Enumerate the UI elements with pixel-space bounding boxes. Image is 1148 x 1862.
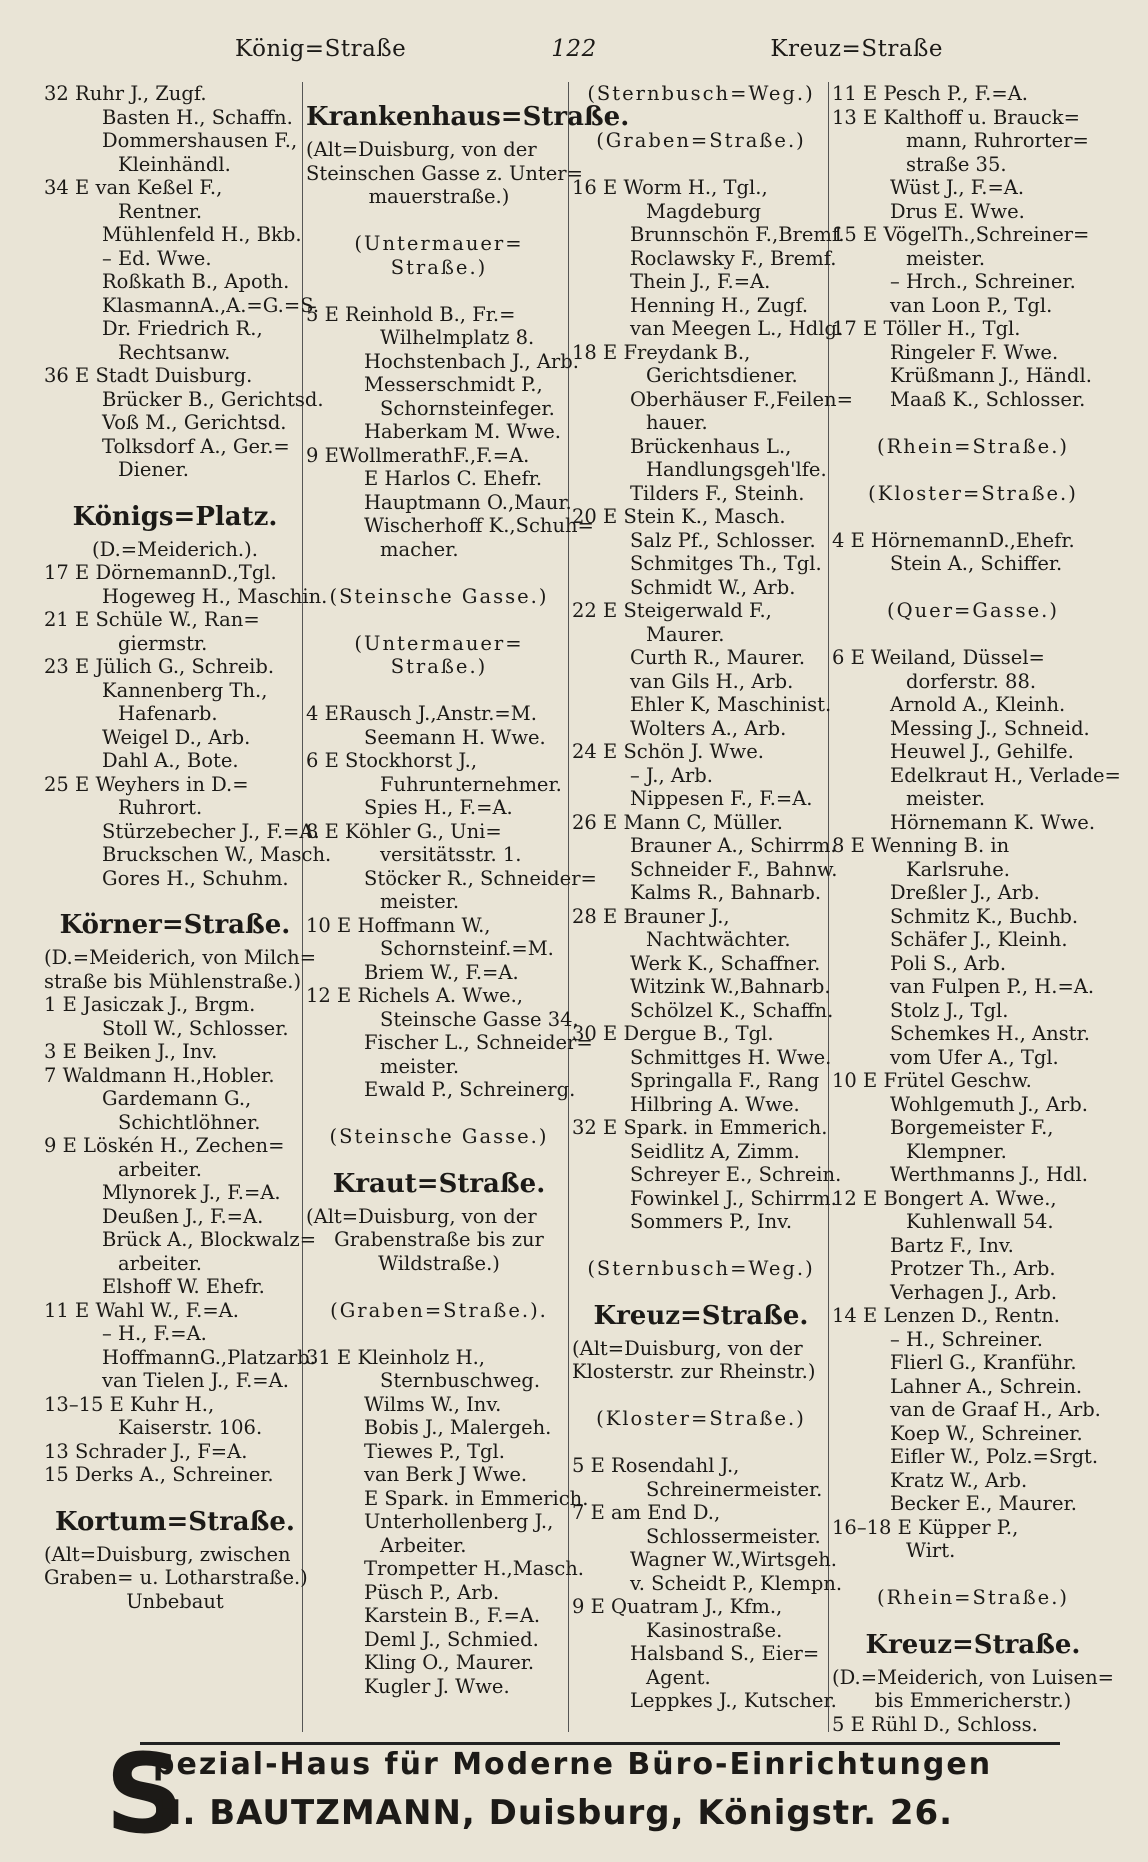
directory-line: (Kloster=Straße.) <box>868 481 1078 505</box>
directory-line: Henning H., Zugf. <box>630 293 809 317</box>
directory-line: Krüßmann J., Händl. <box>890 364 1092 387</box>
directory-line: 11 E Pesch P., F.=A. <box>832 82 1028 105</box>
directory-line: – Ed. Wwe. <box>102 246 212 270</box>
directory-line: Brücker B., Gerichtsd. <box>102 387 324 411</box>
directory-line: 26 E Mann C, Müller. <box>572 810 783 834</box>
directory-line: 8 E Wenning B. in <box>832 834 1010 857</box>
directory-line: Graben= u. Lotharstraße.) <box>44 1566 308 1589</box>
directory-line: Tiewes P., Tgl. <box>364 1439 505 1463</box>
directory-line: 16 E Worm H., Tgl., <box>572 176 768 199</box>
directory-line: Werthmanns J., Hdl. <box>890 1163 1088 1186</box>
directory-line: Becker E., Maurer. <box>890 1492 1077 1515</box>
directory-line: (Untermauer= <box>354 631 524 655</box>
directory-line: Wirt. <box>906 1539 956 1562</box>
running-head-right: Kreuz=Straße <box>770 36 943 62</box>
directory-line: Roßkath B., Apoth. <box>102 270 290 293</box>
directory-line: (Untermauer= <box>354 232 524 255</box>
directory-line: Wüst J., F.=A. <box>890 176 1025 199</box>
directory-line: Trompetter H.,Masch. <box>364 1557 584 1580</box>
directory-line: (Alt=Duisburg, von der <box>306 138 537 161</box>
directory-line: 9 E Quatram J., Kfm., <box>572 1595 783 1618</box>
directory-line: Brunnschön F.,Bremf. <box>630 223 845 246</box>
directory-line: mauerstraße.) <box>368 185 510 208</box>
directory-line: Tilders F., Steinh. <box>630 481 805 505</box>
directory-line: straße bis Mühlenstraße.) <box>44 969 302 993</box>
street-heading: Kraut=Straße. <box>332 1168 546 1199</box>
directory-line: Wohlgemuth J., Arb. <box>890 1092 1088 1116</box>
directory-line: Schölzel K., Schaffn. <box>630 998 834 1022</box>
directory-line: Dahl A., Bote. <box>102 749 239 772</box>
directory-line: Elshoff W. Ehefr. <box>102 1275 265 1298</box>
directory-line: Messing J., Schneid. <box>890 716 1090 740</box>
advert-initial: S <box>105 1730 185 1858</box>
directory-line: Unbebaut <box>126 1589 224 1613</box>
directory-column-3 <box>572 82 853 1732</box>
directory-line: Fischer L., Schneider= <box>364 1031 593 1054</box>
directory-line: Magdeburg <box>646 199 761 223</box>
directory-line: 36 E Stadt Duisburg. <box>44 364 253 387</box>
street-heading: Körner=Straße. <box>59 910 291 940</box>
directory-line: versitätsstr. 1. <box>380 843 522 866</box>
directory-line: Schäfer J., Kleinh. <box>890 928 1068 951</box>
directory-line: Kasinostraße. <box>646 1618 783 1642</box>
directory-line: Gardemann G., <box>102 1087 252 1110</box>
directory-line: 9 EWollmerathF.,F.=A. <box>306 443 530 467</box>
directory-line: – J., Arb. <box>630 763 713 787</box>
directory-line: Wildstraße.) <box>378 1251 500 1275</box>
spacer <box>306 561 572 585</box>
directory-line: Hauptmann O.,Maur. <box>364 490 572 514</box>
directory-line: Flierl G., Kranführ. <box>890 1351 1077 1374</box>
directory-line: 14 E Lenzen D., Rentn. <box>832 1304 1060 1327</box>
directory-line: Hafenarb. <box>118 702 218 725</box>
directory-line: Kugler J. Wwe. <box>364 1674 510 1698</box>
directory-line: 13 E Kalthoff u. Brauck= <box>832 105 1080 129</box>
directory-line: (Kloster=Straße.) <box>596 1407 806 1430</box>
directory-line: 31 E Kleinholz H., <box>306 1345 485 1369</box>
directory-line: Deußen J., F.=A. <box>102 1204 264 1228</box>
directory-line: Kaiserstr. 106. <box>118 1416 263 1439</box>
directory-line: 25 E Weyhers in D.= <box>44 772 249 796</box>
directory-line: – H., Schreiner. <box>890 1327 1043 1351</box>
directory-line: Schlossermeister. <box>646 1524 821 1548</box>
directory-line: 32 E Spark. in Emmerich. <box>572 1116 828 1139</box>
spacer <box>306 1322 572 1346</box>
directory-line: Tolksdorf A., Ger.= <box>102 434 290 458</box>
directory-line: Hörnemann K. Wwe. <box>890 810 1096 834</box>
directory-line: 28 E Brauner J., <box>572 904 730 928</box>
directory-line: 5 E Reinhold B., Fr.= <box>306 302 516 326</box>
directory-line: Maaß K., Schlosser. <box>890 387 1086 411</box>
directory-line: 6 E Stockhorst J., <box>306 749 478 772</box>
directory-line: Bruckschen W., Masch. <box>102 843 332 866</box>
directory-line: Arnold A., Kleinh. <box>890 693 1066 716</box>
directory-line: Edelkraut H., Verlade= <box>890 763 1121 787</box>
directory-line: 18 E Freydank B., <box>572 340 751 364</box>
directory-line: (Alt=Duisburg, zwischen <box>44 1542 291 1566</box>
directory-line: Steinschen Gasse z. Unter= <box>306 161 583 185</box>
spacer <box>832 1563 1114 1587</box>
directory-line: Hochstenbach J., Arb. <box>364 349 579 373</box>
spacer <box>832 576 1114 600</box>
spacer <box>306 209 572 233</box>
directory-line: Stürzebecher J., F.=A. <box>102 819 320 843</box>
directory-line: Thein J., F.=A. <box>630 270 771 293</box>
directory-line: Stoll W., Schlosser. <box>102 1016 289 1040</box>
directory-line: Rentner. <box>118 199 203 223</box>
directory-line: 15 Derks A., Schreiner. <box>44 1463 274 1486</box>
directory-line: van Meegen L., Hdlg. <box>630 317 844 340</box>
directory-line: E Harlos C. Ehefr. <box>364 467 543 490</box>
directory-line: Schneider F., Bahnw. <box>630 857 838 881</box>
directory-line: (Alt=Duisburg, von der <box>306 1204 537 1228</box>
directory-line: hauer. <box>646 411 708 434</box>
street-heading: Kreuz=Straße. <box>865 1629 1081 1660</box>
directory-line: 7 E am End D., <box>572 1501 721 1524</box>
directory-line: Kannenberg Th., <box>102 678 268 702</box>
spacer <box>832 623 1114 647</box>
street-heading: Kreuz=Straße. <box>593 1300 809 1331</box>
directory-line: Koep W., Schreiner. <box>890 1421 1083 1445</box>
directory-line: Dommershausen F., <box>102 129 298 152</box>
directory-line: Bobis J., Malergeh. <box>364 1416 552 1439</box>
directory-column-4 <box>832 82 1121 1736</box>
directory-line: Nippesen F., F.=A. <box>630 787 813 810</box>
directory-line: (Quer=Gasse.) <box>887 599 1059 622</box>
directory-line: Poli S., Arb. <box>890 951 1007 975</box>
directory-line: 17 E DörnemannD.,Tgl. <box>44 561 277 584</box>
directory-line: Seidlitz A, Zimm. <box>630 1139 800 1163</box>
directory-line: Drus E. Wwe. <box>890 199 1025 223</box>
directory-line: Hogeweg H., Maschin. <box>102 584 328 608</box>
directory-line: Roclawsky F., Bremf. <box>630 246 837 270</box>
directory-line: (Graben=Straße.). <box>330 1298 548 1322</box>
directory-line: meister. <box>380 890 460 913</box>
directory-line: Grabenstraße bis zur <box>334 1228 544 1251</box>
directory-line: meister. <box>906 787 986 810</box>
directory-line: 7 Waldmann H.,Hobler. <box>44 1063 275 1087</box>
spacer <box>306 1102 572 1126</box>
directory-line: vom Ufer A., Tgl. <box>890 1045 1059 1069</box>
directory-line: Ewald P., Schreinerg. <box>364 1078 576 1101</box>
spacer <box>306 1275 572 1299</box>
directory-line: Schornsteinfeger. <box>380 396 555 420</box>
directory-line: 10 E Frütel Geschw. <box>832 1069 1032 1092</box>
directory-line: straße 35. <box>906 152 1007 176</box>
directory-line: Werk K., Schaffner. <box>630 951 821 975</box>
directory-line: Stolz J., Tgl. <box>890 998 1009 1022</box>
directory-line: HoffmannG.,Platzarb. <box>102 1345 316 1369</box>
directory-line: (D.=Meiderich, von Luisen= <box>832 1665 1114 1689</box>
advert-line-1: pezial-Haus für Moderne Büro-Einrichtungen <box>153 1747 993 1782</box>
directory-line: Kleinhändl. <box>118 152 231 176</box>
directory-line: 10 E Hoffmann W., <box>306 913 491 937</box>
directory-line: Steinsche Gasse 34. <box>380 1007 579 1031</box>
directory-line: Brauner A., Schirrm. <box>630 834 837 857</box>
directory-line: van Gils H., Arb. <box>630 669 794 693</box>
directory-line: Haberkam M. Wwe. <box>364 420 561 443</box>
directory-line: 1 E Jasiczak J., Brgm. <box>44 993 256 1016</box>
directory-line: Borgemeister F., <box>890 1116 1054 1139</box>
directory-line: Fowinkel J., Schirrm. <box>630 1186 837 1210</box>
directory-line: Wilms W., Inv. <box>364 1392 502 1416</box>
directory-line: van Tielen J., F.=A. <box>102 1369 289 1392</box>
directory-line: (Sternbusch=Weg.) <box>587 82 815 105</box>
directory-line: Gerichtsdiener. <box>646 364 798 387</box>
directory-line: Fuhrunternehmer. <box>380 772 562 796</box>
directory-line: Sommers P., Inv. <box>630 1210 793 1233</box>
directory-line: Brück A., Blockwalz= <box>102 1228 317 1251</box>
directory-line: 24 E Schön J. Wwe. <box>572 740 764 763</box>
directory-line: Dr. Friedrich R., <box>102 317 263 340</box>
directory-line: Dreßler J., Arb. <box>890 881 1040 904</box>
directory-line: Gores H., Schuhm. <box>102 866 289 890</box>
spacer <box>572 153 830 177</box>
directory-line: 22 E Steigerwald F., <box>572 599 772 622</box>
directory-line: 20 E Stein K., Masch. <box>572 505 786 528</box>
directory-line: Mühlenfeld H., Bkb. <box>102 223 302 246</box>
directory-line: 17 E Töller H., Tgl. <box>832 317 1021 340</box>
directory-line: (Steinsche Gasse.) <box>329 1125 549 1148</box>
directory-line: Schichtlöhner. <box>118 1110 261 1134</box>
directory-line: Kalms R., Bahnarb. <box>630 881 822 904</box>
spacer <box>832 411 1114 435</box>
directory-line: Wilhelmplatz 8. <box>380 326 535 349</box>
directory-line: Schmitges Th., Tgl. <box>630 552 822 575</box>
spacer <box>832 458 1114 482</box>
directory-line: Springalla F., Rang <box>630 1069 820 1092</box>
directory-line: 32 Ruhr J., Zugf. <box>44 82 207 105</box>
directory-line: 6 E Weiland, Düssel= <box>832 646 1045 669</box>
page-number: 122 <box>551 36 597 62</box>
spacer <box>832 505 1114 529</box>
directory-line: (Graben=Straße.) <box>596 129 806 152</box>
directory-line: 9 E Löskén H., Zechen= <box>44 1134 285 1157</box>
directory-column-1 <box>44 82 332 1732</box>
street-heading: Kortum=Straße. <box>55 1506 295 1537</box>
directory-line: Handlungsgeh'lfe. <box>646 458 827 481</box>
spacer <box>572 1384 830 1408</box>
directory-line: Kuhlenwall 54. <box>906 1210 1054 1233</box>
directory-line: Brückenhaus L., <box>630 434 792 458</box>
directory-line: Schmitz K., Buchb. <box>890 904 1079 928</box>
directory-line: mann, Ruhrorter= <box>906 129 1089 152</box>
directory-line: Heuwel J., Gehilfe. <box>890 740 1074 763</box>
directory-line: 16–18 E Küpper P., <box>832 1515 1019 1539</box>
directory-line: macher. <box>380 537 459 561</box>
directory-line: Kling O., Maurer. <box>364 1651 535 1674</box>
spacer <box>306 279 572 303</box>
directory-line: Schmidt W., Arb. <box>630 575 796 599</box>
directory-line: Voß M., Gerichtsd. <box>102 411 287 434</box>
directory-line: Straße.) <box>390 655 488 678</box>
directory-line: dorferstr. 88. <box>906 669 1037 693</box>
directory-line: giermstr. <box>118 631 208 655</box>
directory-line: van Loon P., Tgl. <box>890 293 1053 317</box>
directory-line: Weigel D., Arb. <box>102 725 251 749</box>
directory-line: (Rhein=Straße.) <box>876 1586 1070 1609</box>
directory-line: 13 Schrader J., F=A. <box>44 1439 248 1463</box>
directory-line: E Spark. in Emmerich. <box>364 1486 589 1510</box>
directory-line: Hilbring A. Wwe. <box>630 1092 800 1116</box>
directory-line: (D.=Meiderich, von Milch= <box>44 946 317 969</box>
directory-line: Curth R., Maurer. <box>630 646 806 669</box>
directory-line: 8 E Köhler G., Uni= <box>306 819 502 843</box>
directory-line: van Berk J Wwe. <box>364 1463 528 1486</box>
directory-line: Sternbuschweg. <box>380 1369 541 1392</box>
spacer <box>572 1234 830 1258</box>
directory-line: Bartz F., Inv. <box>890 1233 1014 1257</box>
directory-line: Maurer. <box>646 622 725 646</box>
directory-line: Ringeler F. Wwe. <box>890 340 1059 364</box>
directory-line: Klempner. <box>906 1139 1007 1163</box>
directory-line: Seemann H. Wwe. <box>364 725 546 749</box>
street-heading: Königs=Platz. <box>72 501 278 532</box>
directory-line: Schreinermeister. <box>646 1477 823 1501</box>
directory-line: Schemkes H., Anstr. <box>890 1022 1090 1045</box>
directory-line: Ruhrort. <box>118 796 203 819</box>
directory-line: – Hrch., Schreiner. <box>890 270 1076 293</box>
directory-line: van Fulpen P., H.=A. <box>890 975 1095 998</box>
directory-line: 11 E Wahl W., F.=A. <box>44 1298 239 1322</box>
directory-line: 21 E Schüle W., Ran= <box>44 608 260 631</box>
street-heading: Krankenhaus=Straße. <box>306 102 630 132</box>
directory-line: (Rhein=Straße.) <box>876 434 1070 458</box>
directory-line: Ehler K, Maschinist. <box>630 693 832 716</box>
spacer <box>572 106 830 130</box>
directory-line: Unterhollenberg J., <box>364 1510 554 1533</box>
directory-line: Schornsteinf.=M. <box>380 937 554 960</box>
directory-line: Wischerhoff K.,Schuh= <box>364 514 594 537</box>
directory-line: Verhagen J., Arb. <box>890 1280 1058 1304</box>
directory-line: Stein A., Schiffer. <box>890 552 1063 575</box>
directory-line: (Steinsche Gasse.) <box>329 584 549 608</box>
directory-line: 23 E Jülich G., Schreib. <box>44 655 275 678</box>
directory-line: 3 E Beiken J., Inv. <box>44 1040 218 1063</box>
directory-line: 15 E VögelTh.,Schreiner= <box>832 223 1090 246</box>
directory-line: 12 E Richels A. Wwe., <box>306 984 523 1007</box>
directory-line: Wolters A., Arb. <box>630 716 787 740</box>
directory-line: 30 E Dergue B., Tgl. <box>572 1022 774 1045</box>
directory-line: Straße.) <box>390 255 488 279</box>
running-head-left: König=Straße <box>235 36 407 62</box>
page-header <box>40 36 1108 66</box>
directory-line: – H., F.=A. <box>102 1322 207 1345</box>
advert-line-2: H. BAUTZMANN, Duisburg, Königstr. 26. <box>153 1793 954 1833</box>
directory-line: Basten H., Schaffn. <box>102 105 293 129</box>
directory-line: Karlsruhe. <box>906 857 1010 881</box>
directory-line: Schreyer E., Schrein. <box>630 1163 842 1186</box>
directory-line: Deml J., Schmied. <box>364 1627 539 1651</box>
directory-line: 5 E Rühl D., Schloss. <box>832 1712 1038 1736</box>
directory-line: Mlynorek J., F.=A. <box>102 1181 281 1204</box>
directory-line: Briem W., F.=A. <box>364 960 519 984</box>
directory-line: bis Emmericherstr.) <box>874 1689 1072 1712</box>
directory-line: arbeiter. <box>118 1157 202 1181</box>
directory-line: 4 ERausch J.,Anstr.=M. <box>306 702 537 725</box>
spacer <box>572 1431 830 1455</box>
directory-line: Halsband S., Eier= <box>630 1642 820 1665</box>
directory-line: 34 E van Keßel F., <box>44 176 223 199</box>
directory-line: Nachtwächter. <box>646 928 791 951</box>
directory-line: (D.=Meiderich.). <box>92 537 258 561</box>
spacer <box>306 679 572 703</box>
directory-line: Lahner A., Schrein. <box>890 1374 1083 1398</box>
directory-line: 12 E Bongert A. Wwe., <box>832 1186 1057 1210</box>
directory-line: KlasmannA.,A.=G.=S. <box>102 293 320 317</box>
directory-line: 13–15 E Kuhr H., <box>44 1392 215 1416</box>
directory-line: 4 E HörnemannD.,Ehefr. <box>832 528 1075 552</box>
directory-line: Püsch P., Arb. <box>364 1580 500 1604</box>
directory-line: 5 E Rosendahl J., <box>572 1454 740 1477</box>
directory-line: meister. <box>380 1054 460 1078</box>
directory-line: arbeiter. <box>118 1251 202 1275</box>
directory-line: meister. <box>906 246 986 270</box>
directory-line: Diener. <box>118 458 189 481</box>
directory-line: Rechtsanw. <box>118 340 231 364</box>
advert-rule <box>140 1742 1060 1745</box>
directory-line: Wagner W.,Wirtsgeh. <box>630 1548 837 1571</box>
directory-line: Klosterstr. zur Rheinstr.) <box>572 1360 816 1383</box>
directory-line: Eifler W., Polz.=Srgt. <box>890 1445 1099 1468</box>
directory-line: Spies H., F.=A. <box>364 796 513 819</box>
directory-line: van de Graaf H., Arb. <box>890 1398 1101 1421</box>
directory-line: (Alt=Duisburg, von der <box>572 1336 803 1360</box>
directory-line: Oberhäuser F.,Feilen= <box>630 387 853 411</box>
directory-line: (Sternbusch=Weg.) <box>587 1257 815 1280</box>
directory-line: v. Scheidt P., Klempn. <box>630 1571 843 1595</box>
directory-line: Karstein B., F.=A. <box>364 1604 541 1627</box>
directory-line: Protzer Th., Arb. <box>890 1257 1056 1280</box>
directory-line: Leppkes J., Kutscher. <box>630 1689 837 1712</box>
directory-line: Salz Pf., Schlosser. <box>630 528 816 552</box>
spacer <box>306 608 572 632</box>
directory-line: Messerschmidt P., <box>364 373 543 396</box>
directory-line: Stöcker R., Schneider= <box>364 866 597 890</box>
directory-line: Agent. <box>646 1665 711 1689</box>
directory-line: Kratz W., Arb. <box>890 1468 1028 1492</box>
directory-column-2 <box>306 82 630 1732</box>
directory-line: Schmittges H. Wwe. <box>630 1045 832 1069</box>
directory-line: Witzink W.,Bahnarb. <box>630 975 831 998</box>
directory-line: Arbeiter. <box>380 1533 467 1557</box>
